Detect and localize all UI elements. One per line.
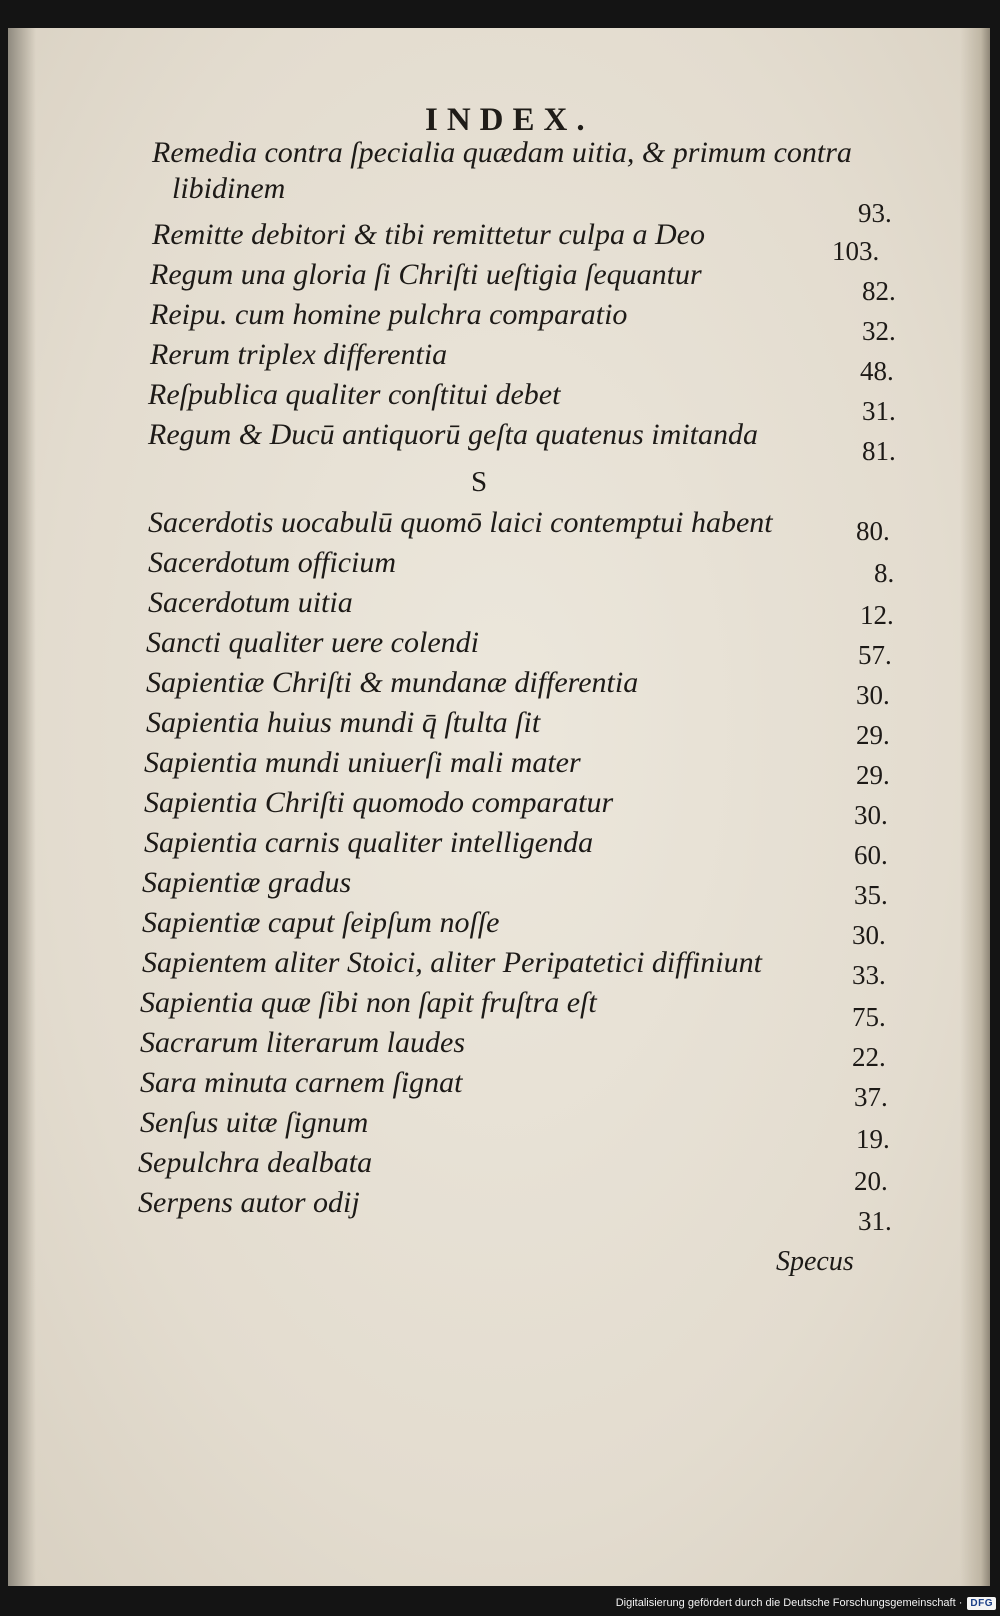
index-entry-text: Sapientiæ gradus bbox=[142, 866, 352, 899]
index-entry-text: Sapientiæ caput ſeipſum noſſe bbox=[142, 906, 500, 939]
index-entry-page-number: 75. bbox=[852, 1002, 886, 1032]
index-entry-page-number: 33. bbox=[852, 960, 886, 990]
index-entry-page-number: 19. bbox=[856, 1124, 890, 1154]
index-entry-text: Sara minuta carnem ſignat bbox=[140, 1066, 463, 1099]
index-entry-page-number: 37. bbox=[854, 1082, 888, 1112]
index-entry-text: Rerum triplex differentia bbox=[150, 338, 448, 371]
section-letter: S bbox=[471, 466, 488, 498]
index-entry-text: Sacerdotis uocabulū quomō laici contemptui habent bbox=[148, 506, 773, 539]
index-entry-text: Sapientia mundi uniuerſi mali mater bbox=[144, 746, 581, 779]
credit-text: Digitalisierung gefördert durch die Deutsche Forschungsgemeinschaft · bbox=[615, 1597, 963, 1609]
index-entry-page-number: 30. bbox=[856, 680, 890, 710]
index-entry-text: Sapientia quæ ſibi non ſapit fruſtra eſt bbox=[140, 986, 597, 1019]
index-entry-page-number: 57. bbox=[858, 640, 892, 670]
index-entry-text: Sacerdotum officium bbox=[148, 546, 397, 579]
index-entry-text: Reipu. cum homine pulchra comparatio bbox=[150, 298, 628, 331]
index-entry-text: Remitte debitori & tibi remittetur culpa a Deo bbox=[152, 218, 705, 251]
index-entry-page-number: 31. bbox=[862, 396, 896, 426]
index-entry-page-number: 32. bbox=[862, 316, 896, 346]
index-entry-page-number: 30. bbox=[852, 920, 886, 950]
index-entry-page-number: 80. bbox=[856, 516, 890, 546]
index-entry-text: Sapientiæ Chriſti & mundanæ differentia bbox=[146, 666, 639, 699]
page-header: INDEX. bbox=[425, 102, 594, 138]
index-entry-text: Senſus uitæ ſignum bbox=[140, 1106, 369, 1139]
index-entry-page-number: 29. bbox=[856, 720, 890, 750]
index-entry-text: Sapientem aliter Stoici, aliter Peripatetici diffiniunt bbox=[142, 946, 762, 979]
index-entry-page-number: 30. bbox=[854, 800, 888, 830]
index-entry-page-number: 8. bbox=[874, 558, 895, 588]
index-entry-text: Sancti qualiter uere colendi bbox=[146, 626, 479, 659]
catchword: Specus bbox=[776, 1246, 854, 1277]
index-entry-text: Remedia contra ſpecialia quædam uitia, & primum contra bbox=[152, 136, 852, 169]
index-entry-page-number: 48. bbox=[860, 356, 894, 386]
index-entry-text: Regum & Ducū antiquorū geſta quatenus imitanda bbox=[148, 418, 758, 451]
dfg-logo: DFG bbox=[967, 1597, 996, 1610]
index-entry-text: libidinem bbox=[172, 172, 286, 205]
index-entry-page-number: 22. bbox=[852, 1042, 886, 1072]
index-entry-page-number: 82. bbox=[862, 276, 896, 306]
index-entry-page-number: 12. bbox=[860, 600, 894, 630]
index-entry-page-number: 35. bbox=[854, 880, 888, 910]
digitization-credit bbox=[600, 1593, 996, 1613]
index-entry-text: Serpens autor odij bbox=[138, 1186, 360, 1219]
index-entry-page-number: 81. bbox=[862, 436, 896, 466]
index-entry-page-number: 20. bbox=[854, 1166, 888, 1196]
index-entry-page-number: 29. bbox=[856, 760, 890, 790]
page-edge-shadow bbox=[960, 28, 990, 1586]
index-entry-text: Sepulchra dealbata bbox=[138, 1146, 373, 1179]
index-entry-page-number: 31. bbox=[858, 1206, 892, 1236]
index-entry-text: Reſpublica qualiter conſtitui debet bbox=[148, 378, 561, 411]
index-entry-text: Sapientia huius mundi q̄ ſtulta ſit bbox=[146, 706, 541, 739]
page-gutter-shadow bbox=[8, 28, 36, 1586]
index-entry-text: Sapientia carnis qualiter intelligenda bbox=[144, 826, 594, 859]
index-entry-text: Sapientia Chriſti quomodo comparatur bbox=[144, 786, 614, 819]
index-entry-text: Regum una gloria ſi Chriſti ueſtigia ſequantur bbox=[150, 258, 702, 291]
index-entry-page-number: 103. bbox=[832, 236, 880, 266]
index-entry-text: Sacrarum literarum laudes bbox=[140, 1026, 465, 1059]
index-entry-page-number: 60. bbox=[854, 840, 888, 870]
index-entry-text: Sacerdotum uitia bbox=[148, 586, 353, 619]
index-entry-page-number: 93. bbox=[858, 198, 892, 228]
